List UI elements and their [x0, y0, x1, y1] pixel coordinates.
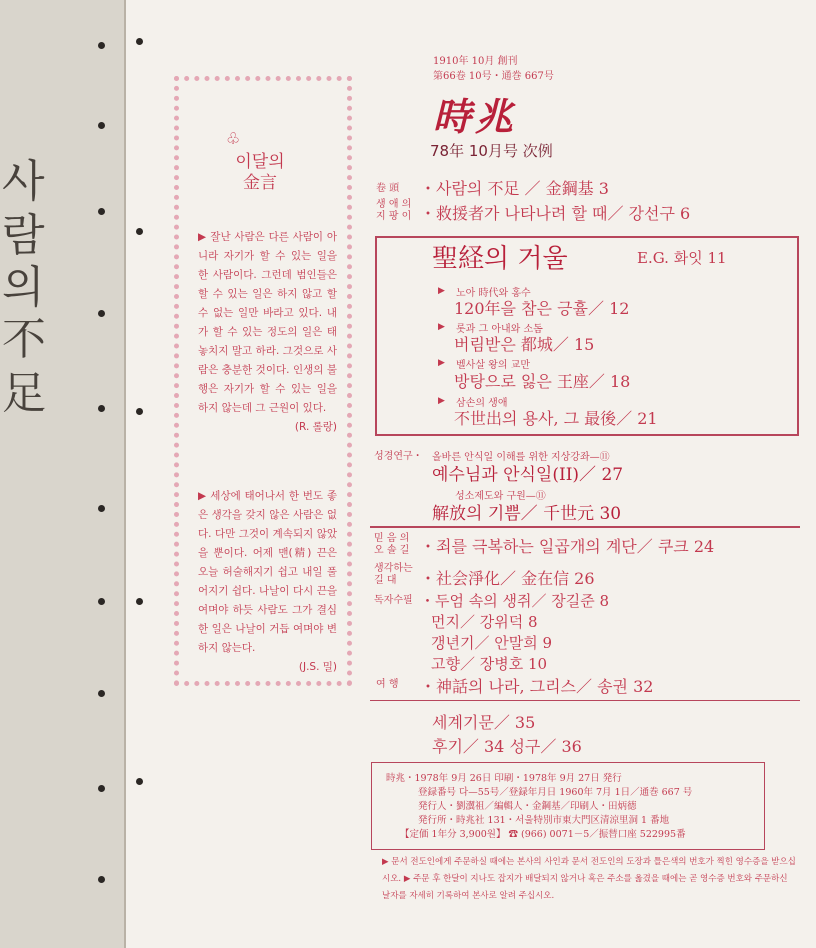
feature-author: E.G. 화잇 11 [637, 249, 727, 267]
prev-page-char: 람 [2, 210, 45, 261]
feature-item-title: 버림받은 都城／ 15 [454, 335, 595, 354]
toc-entry: 갱년기／ 안말희 9 [431, 634, 553, 652]
binding-hole [98, 876, 105, 883]
category-label: 길 대 [374, 575, 397, 586]
binding-hole [98, 690, 105, 697]
quote-2-attribution: (J.S. 밀) [298, 661, 337, 673]
feature-item-sub: 삼손의 생애 [456, 398, 508, 409]
binding-hole [136, 38, 143, 45]
bullet-icon: ▶ [438, 358, 445, 368]
prev-page-char: 不 [2, 314, 46, 365]
quote-1-attribution: (R. 롤랑) [294, 421, 337, 433]
category-label: 지 팡 이 [376, 211, 412, 222]
prev-page-char: 의 [2, 262, 45, 313]
feature-item-title: 120年을 참은 긍휼／ 12 [454, 299, 630, 318]
colophon-line: 登録番号 다—55号／登録年月日 1960年 7月 1日／通巻 667 号 [418, 787, 693, 798]
feature-item-sub: 롯과 그 아내와 소돔 [456, 324, 543, 335]
binding-hole [98, 42, 105, 49]
category-label: 독자수필 [374, 595, 413, 606]
toc-entry: 먼지／ 강위덕 8 [431, 613, 538, 631]
category-label: 생 애 의 [376, 199, 412, 210]
feature-title: 聖経의 거울 [432, 244, 568, 274]
binding-hole [136, 598, 143, 605]
toc-entry: ・죄를 극복하는 일곱개의 계단／ 쿠크 24 [420, 537, 715, 556]
study-sub: 올바른 안식일 이해를 위한 지상강좌—⑪ [432, 452, 610, 463]
toc-entry: 세계기문／ 35 [432, 713, 536, 732]
bullet-icon: ▶ [438, 286, 445, 296]
binding-hole [98, 785, 105, 792]
category-label: 오 솔 길 [374, 545, 410, 556]
binding-hole [98, 505, 105, 512]
binding-hole [98, 598, 105, 605]
colophon-line: 発行所・時兆社 131・서울特別市東大門区清涼里洞 1 番地 [418, 815, 670, 826]
binding-hole [98, 405, 105, 412]
bullet-icon: ▶ [438, 396, 445, 406]
clover-icon: ♧ [226, 129, 241, 148]
feature-item-sub: 노아 時代와 홍수 [456, 288, 531, 299]
bullet-icon: ▶ [438, 322, 445, 332]
prev-page-char: 사 [2, 156, 45, 207]
binding-hole [136, 408, 143, 415]
feature-item-sub: 벨사살 왕의 교만 [456, 360, 530, 371]
magazine-logo: 時兆 [433, 94, 518, 139]
study-sub: 성소제도와 구원—⑪ [455, 491, 546, 502]
quote-1: ▶ 잘난 사람은 다른 사람이 아니라 자기가 할 수 있는 일을 한 사람이다. 그런데 범인들은 할 수 있는 일은 하지 않고 할 수 없는 일만 바라고 있다. 내가 할 수 있는 정도의 일은 태 놓치지 말고 하라. 그것으로 사람은 충분한 것이다. 인생의 불행은 자기가 할 수 있는 일을 하지 않는데 그 근원이 있다. (R. 롤랑) [198, 228, 337, 437]
colophon-line: 発行人・劉瀷祖／編輯人・金鋼基／印刷人・田炳德 [418, 801, 637, 812]
colophon-line: 【定価 1年分 3,900원】 ☎ (966) 0071－5／振替口座 522995番 [400, 829, 686, 840]
prev-page-char: 足 [2, 368, 46, 419]
category-label: 생각하는 [374, 563, 413, 574]
category-label: 여 행 [376, 679, 399, 690]
subscription-notice: ▶ 문서 전도인에게 주문하실 때에는 본사의 사인과 문서 전도인의 도장과 틀은색의 번호가 찍힌 영수증을 받으십시오. ▶ 주문 후 한달이 지나도 잡지가 배달되지 않거나 혹은 주소를 옮겼을 때에는 곧 영수증 번호와 주문하신 날자를 자세히 기록하여 본사로 알려 주십시오. [382, 857, 796, 901]
toc-entry: ・社会淨化／ 金在信 26 [420, 569, 595, 588]
quote-box-title: 이달의 金言 [235, 152, 285, 193]
category-label: 믿 음 의 [374, 533, 410, 544]
feature-item-title: 不世出의 용사, 그 最後／ 21 [454, 409, 658, 428]
quote-2: ▶ 세상에 태어나서 한 번도 좋은 생각을 갖지 않은 사람은 없다. 다만 그것이 계속되지 않았을 뿐이다. 어제 맨(精) 끈은 오늘 허술해지기 쉽고 내일 풀어지기 쉽다. 나날이 다시 끈을 여며야 하듯 사람도 그가 결심한 일은 나날이 거듭 여며야 변하지 않는다. (J.S. 밀) [198, 487, 337, 677]
category-label: 卷 頭 [376, 183, 400, 194]
issue-title: 78年 10月号 次例 [430, 142, 553, 160]
binding-hole [136, 778, 143, 785]
binding-hole [98, 122, 105, 129]
toc-entry: ・두엄 속의 생쥐／ 장길준 8 [420, 592, 610, 610]
section-divider [370, 526, 800, 528]
toc-entry: ・神話의 나라, 그리스／ 송권 32 [420, 677, 654, 696]
toc-entry: 후기／ 34 성구／ 36 [432, 737, 582, 756]
binding-hole [98, 208, 105, 215]
binding-hole [136, 228, 143, 235]
previous-page-edge [0, 0, 126, 948]
toc-entry: 예수님과 안식일(II)／ 27 [432, 465, 624, 485]
category-label: 성경연구・ [374, 451, 423, 462]
toc-entry: ・사람의 不足 ／ 金鋼基 3 [420, 179, 609, 198]
colophon-line: 時兆・1978年 9月 26日 印刷・1978年 9月 27日 発行 [386, 773, 622, 784]
section-divider [370, 700, 800, 701]
founding-line: 1910年 10月 創刊 [433, 56, 518, 67]
binding-hole [98, 310, 105, 317]
toc-entry: ・救援者가 나타나려 할 때／ 강선구 6 [420, 204, 691, 223]
feature-item-title: 방탕으로 잃은 王座／ 18 [454, 372, 631, 391]
volume-line: 第66卷 10号・通巻 667号 [433, 71, 554, 82]
toc-entry: 고향／ 장병호 10 [431, 655, 548, 673]
toc-entry: 解放의 기쁨／ 千世元 30 [432, 504, 622, 524]
